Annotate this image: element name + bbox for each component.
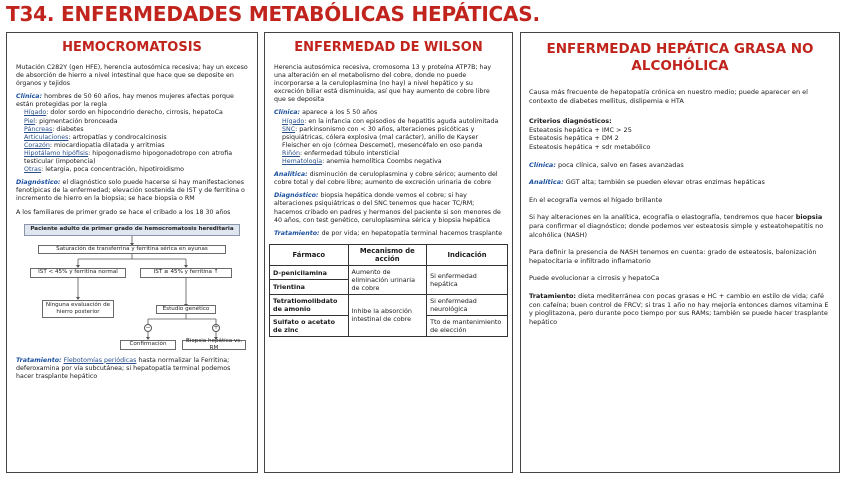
table-cell-drug: Trientina <box>270 280 349 295</box>
hemo-item: Hígado: dolor sordo en hipocondrio derecho, cirrosis, hepatoCa <box>24 109 223 117</box>
flow-left-box: IST < 45% y ferritina normal <box>30 268 126 278</box>
flow-plus-marker: + <box>213 323 219 331</box>
flow-biopsy-box: Biopsia hepática vs. RM <box>182 340 246 350</box>
nafld-panel <box>520 32 840 473</box>
table-header: Indicación <box>427 244 508 265</box>
hemocromatosis-title: HEMOCROMATOSIS <box>62 40 202 55</box>
hemo-intro: Mutación C282Y (gen HFE), herencia autosómica recesiva; hay un exceso de absorción de hierro a nivel intestinal que hace que se deposite en órganos y tejidos <box>16 64 248 88</box>
wilson-diagnostico: Diagnóstico: biopsia hepática donde vemos el cobre; si hay alteraciones psiquiátricas o del SNC tenemos que hacer TC/RM; hacemos cribado en padres y hermanos del paciente si son menores de 40 años, con test genético, ceruloplasmina sérica y biopsia hepática <box>274 192 501 224</box>
nafld-criterios: Criterios diagnósticos: <box>529 117 612 126</box>
table-cell-drug: Tetratiomolibdato de amonio <box>270 294 349 315</box>
flow-minus-marker: − <box>145 323 151 331</box>
flow-genetic-box: Estudio genético <box>156 305 216 314</box>
table-cell-indication: Si enfermedad hepática <box>427 265 508 294</box>
nafld-clinica: Clínica: poca clínica, salvo en fases avanzadas <box>529 160 684 169</box>
table-header-row <box>270 244 508 265</box>
wilson-analitica: Analítica: disminución de ceruloplasmina y cobre sérico; aumento del cobre total y del cobre libre; aumento de excreción urinaria de cobre <box>274 171 498 187</box>
hemo-clinica <box>7 93 257 109</box>
hemo-item: Páncreas: diabetes <box>24 125 84 133</box>
flow-step1-box: Saturación de transferrina y ferritina sérica en ayunas <box>38 245 226 254</box>
flow-none-box: Ninguna evaluación de hierro posterior <box>42 300 114 318</box>
table-cell-mechanism: Inhibe la absorción intestinal de cobre <box>348 294 427 336</box>
cribado-flowchart <box>16 221 248 353</box>
flowchart-connectors <box>16 221 248 353</box>
wilson-title: ENFERMEDAD DE WILSON <box>294 40 483 55</box>
table-cell-indication: Si enfermedad neurológica <box>427 294 508 315</box>
hemo-clinica-intro: hombres de 50 60 años, hay menos mujeres afectas porque están protegidas por la regla <box>16 93 234 109</box>
nafld-evolucion: Puede evolucionar a cirrosis y hepatoCa <box>529 274 660 283</box>
hemo-item: Corazón: miocardiopatía dilatada y arritmias <box>24 141 165 149</box>
hemo-item: Articulaciones: artropatías y condrocalcinosis <box>24 133 167 141</box>
wilson-tratamiento: Tratamiento: de por vida; en hepatopatía terminal hacemos trasplante <box>274 229 503 237</box>
wilson-clinica: Clínica: aparece a los 5 50 años <box>274 109 378 117</box>
hemo-item: Hipotálamo hipófisis: hipogonadismo hipogonadotropo con atrofia testicular (impotencia) <box>24 149 233 166</box>
table-row <box>270 294 508 315</box>
table-cell-drug: Sulfato o acetato de zinc <box>270 315 349 336</box>
hemo-clinica-heading: Clínica: <box>16 93 43 101</box>
nafld-criterio: Esteatosis hepática + DM 2 <box>529 134 619 143</box>
hemocromatosis-panel <box>6 32 258 473</box>
table-row <box>270 265 508 280</box>
hemo-tratamiento: Tratamiento: Flebotomías periódicas hasta normalizar la Ferritina; deferoxamina por vía subcutánea; si hepatopatía terminal podemos hacer trasplante hepático <box>16 356 231 380</box>
page-title: T34. ENFERMEDADES METABÓLICAS HEPÁTICAS. <box>6 2 540 26</box>
nafld-tratamiento: Tratamiento: dieta mediterránea con pocas grasas e HC + cambio en estilo de vida; café con cafeína; buen control de FRCV; si tras 1 año no hay mejoría entonces damos vitamina E y pioglitazona, pero durante poco tiempo por sus RAMs; también se puede hacer trasplante hepático <box>529 291 829 326</box>
nafld-nash: Para definir la presencia de NASH tenemos en cuenta: grado de esteatosis, balonización hepatocitaria e infiltrado inflamatorio <box>529 248 817 265</box>
flow-head-box: Paciente adulto de primer grado de hemocromatosis hereditaria <box>24 224 240 236</box>
hemo-item: Otras: letargia, poca concentración, hipotiroidismo <box>24 166 184 174</box>
nafld-eco: En el ecografía vemos el hígado brillante <box>529 195 663 204</box>
flow-right-box: IST ≥ 45% y ferritina ↑ <box>140 268 232 278</box>
nafld-criterio: Esteatosis hepática + sdr metabólico <box>529 142 651 151</box>
hemo-diagnostico: Diagnóstico: el diagnóstico solo puede hacerse si hay manifestaciones fenotípicas de la enfermedad; elevación sostenida de IST y de ferritina o incremento de hierro en la biopsia; se hace biopsia o RM <box>16 179 245 203</box>
wilson-item: Hígado: en la infancia con episodios de hepatitis aguda autolimitada <box>282 117 499 125</box>
wilson-item: Riñón: enfermedad túbulo intersticial <box>282 149 400 157</box>
nafld-intro: Causa más frecuente de hepatopatía crónica en nuestro medio; puede aparecer en el contexto de diabetes mellitus, dislipemia e HTA <box>529 88 808 105</box>
wilson-item: SNC: parkinsonismo con < 30 años, alteraciones psicóticas y psiquiátricas, cólera explosiva (mal carácter), anillo de Kayser Fleischer en ojo (córnea Descemet), mesencéfalo en oso panda <box>282 125 483 149</box>
hemo-familiares: A los familiares de primer grado se hace el cribado a los 18 30 años <box>16 208 231 216</box>
flow-confirm-box: Confirmación <box>120 340 176 350</box>
table-cell-drug: D-penicilamina <box>270 265 349 280</box>
table-header: Mecanismo de acción <box>348 244 427 265</box>
table-header: Fármaco <box>270 244 349 265</box>
table-cell-mechanism: Aumento de eliminación urinaria de cobre <box>348 265 427 294</box>
table-cell-indication: Tto de mantenimiento de elección <box>427 315 508 336</box>
hemo-item: Piel: pigmentación bronceada <box>24 117 118 125</box>
wilson-panel <box>264 32 513 473</box>
nafld-analitica: Analítica: GGT alta; también se pueden elevar otras enzimas hepáticas <box>529 178 765 187</box>
nafld-title: ENFERMEDAD HEPÁTICA GRASA NO ALCOHÓLICA <box>546 41 814 74</box>
nafld-criterio: Esteatosis hepática + IMC > 25 <box>529 125 632 134</box>
nafld-biopsia: Si hay alteraciones en la analítica, ecografía o elastografía, tendremos que hacer biopsia para confirmar el diagnóstico; donde podemos ver esteatosis simple y esteatohepatitis no alcohólica (NASH) <box>529 213 824 239</box>
wilson-intro: Herencia autosómica recesiva, cromosoma 13 y proteína ATP7B; hay una alteración en el metabolismo del cobre, donde no puede incorporarse a la ceruloplasmina (no hay) a nivel hepático y su excreción biliar está disminuida, así que hay aumento de cobre libre que se deposita <box>274 64 492 104</box>
wilson-item: Hematología: anemia hemolítica Coombs negativa <box>282 158 442 166</box>
wilson-drug-table <box>269 244 508 337</box>
